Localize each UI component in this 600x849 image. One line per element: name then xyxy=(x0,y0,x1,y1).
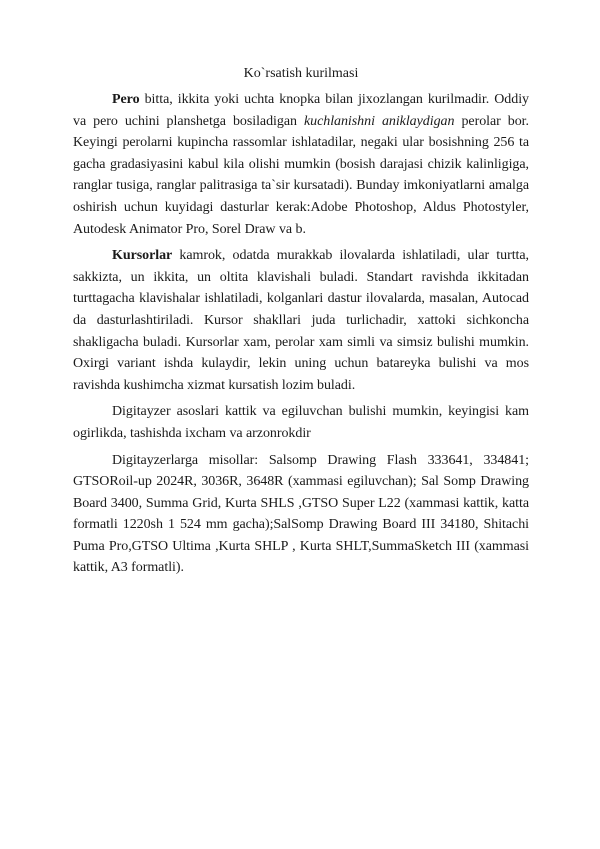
document-page xyxy=(73,64,529,584)
paragraph-text: perolar bor. Keyingi perolarni kupincha rassomlar ishlatadilar, negaki ular bosishning 256 ta gacha gradasiyasini kabul kila olishi mumkin (bosish darajasi chizik kalinligiga, ranglar tusiga, ranglar palitrasiga ta`sir kursatadi). Bunday imkoniyatlarni amalga oshirish uchun kuyidagi dasturlar kerak:Adobe Photoshop, Aldus Photostyler, Autodesk Animator Pro, Sorel Draw va b. xyxy=(73,113,529,237)
paragraph-pero xyxy=(73,89,529,240)
term-kursorlar: Kursorlar xyxy=(112,248,173,264)
paragraph-digitayzer-misollar xyxy=(73,450,529,580)
paragraph-text: kamrok, odatda murakkab ilovalarda ishlatiladi, ular turtta, sakkizta, un ikkita, un oltita klavishali buladi. Standart ravishda ikkitadan turttagacha klavishalar ishlatiladi, kolganlari dastur ilovalarda, masalan, Autocad da dasturlashtiriladi. Kursor shakllari juda turlichadir, xattoki sichkoncha shakligacha buladi. Kursorlar xam, perolar xam simli va simsiz bulishi mumkin. Oxirgi variant ishda kulaydir, lekin uning uchun batareyka bulishi va mos ravishda kushimcha xizmat kursatish lozim buladi. xyxy=(73,248,529,393)
paragraph-text: bitta, ikkita yoki uchta knopka bilan jixozlangan kurilmadir. Oddiy va pero uchini planshetga bosiladigan xyxy=(73,92,529,129)
document-title: Ko`rsatish kurilmasi xyxy=(243,66,359,81)
paragraph-text: Digitayzer asoslari kattik va egiluvchan bulishi mumkin, keyingisi kam ogirlikda, tashishda ixcham va arzonrokdir xyxy=(73,404,529,441)
paragraph-digitayzer-asoslari xyxy=(73,401,529,444)
paragraph-text: Digitayzerlarga misollar: Salsomp Drawing Flash 333641, 334841; GTSORoil-up 2024R, 3036R, 3648R (xammasi egiluvchan); Sal Somp Drawing Board 3400, Summa Grid, Kurta SHLS ,GTSO Super L22 (xammasi kattik, katta formatli 1220sh 1 524 mm gacha);SalSomp Drawing Board III 34180, Shitachi Puma Pro,GTSO Ultima ,Kurta SHLP , Kurta SHLT,SummaSketch III (xammasi kattik, A3 formatli). xyxy=(73,452,529,576)
paragraph-kursorlar xyxy=(73,245,529,396)
emphasis-text: kuchlanishni aniklaydigan xyxy=(303,113,455,129)
term-pero: Pero xyxy=(112,92,140,107)
